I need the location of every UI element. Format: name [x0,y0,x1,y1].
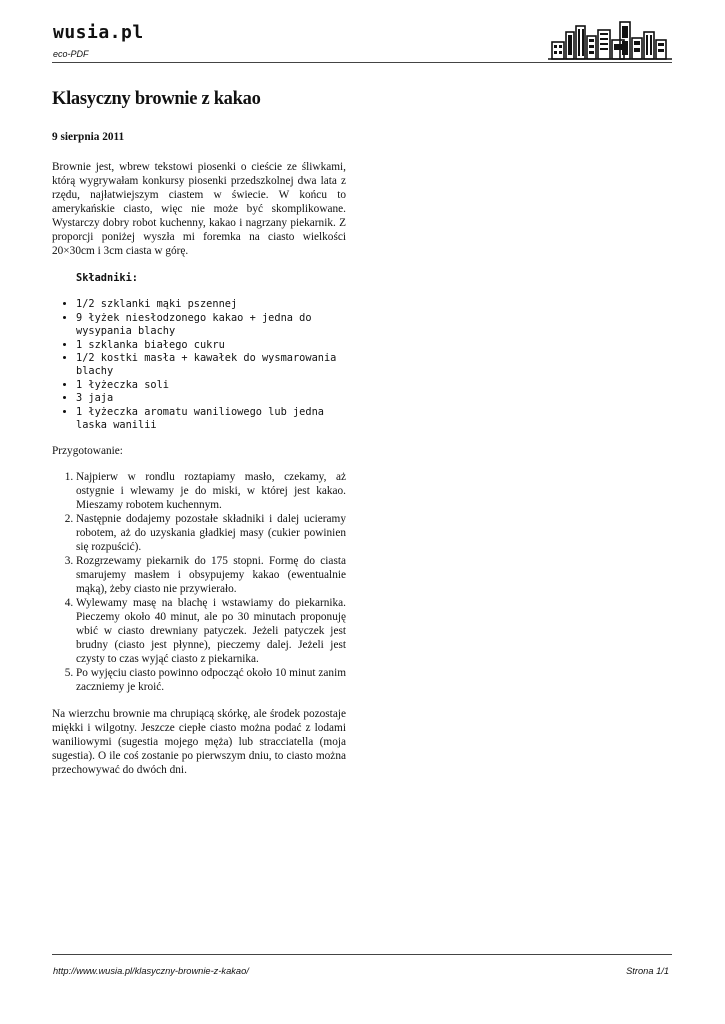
step-item: 2. Następnie dodajemy pozostałe składniki i dalej ucieramy robotem, aż do uzyskania gładkiej masy (cukier powinien się rozpuścić). [76,512,346,554]
article-title: Klasyczny brownie z kakao [52,89,261,109]
header-divider [52,62,672,63]
preparation-steps [52,470,346,694]
site-subtitle: eco-PDF [53,49,89,59]
step-item: 5. Po wyjęciu ciasto powinno odpocząć około 10 minut zanim zaczniemy je kroić. [76,666,346,694]
footer-divider [52,954,672,955]
step-item: 4. Wylewamy masę na blachę i wstawiamy do piekarnika. Pieczemy około 40 minut, ale po 30 minutach proponuję wbić w ciasto drewniany patyczek. Jeżeli patyczek jest brudny (ciasto jest płynne), pieczemy dalej. Jeżeli jest czysty to czas wyjąć ciasto z piekarnika. [76,596,346,666]
ingredient-item: • 1 łyżeczka aromatu waniliowego lub jedna laska wanilii [76,406,346,433]
step-item: 1. Najpierw w rondlu roztapiamy masło, czekamy, aż ostygnie i wlewamy je do miski, w której jest kakao. Mieszamy robotem kuchennym. [76,470,346,512]
article-outro: Na wierzchu brownie ma chrupiącą skórkę, ale środek pozostaje miękki i wilgotny. Jeszcze ciepłe ciasto można podać z lodami waniliowymi (sugestia mojego męża) lub stracciatella (moja sugestia). O ile coś zostanie po pierwszym dniu, to ciasto można przechowywać do dwóch dni. [52,708,346,777]
ingredient-item: • 1/2 kostki masła + kawałek do wysmarowania blachy [76,352,346,379]
ingredient-item: • 1 szklanka białego cukru [76,339,346,352]
footer-url[interactable]: http://www.wusia.pl/klasyczny-brownie-z-kakao/ [53,966,249,976]
article-intro: Brownie jest, wbrew tekstowi piosenki o cieście ze śliwkami, którą wygrywałam konkursy piosenki przedszkolnej dwa lata z rzędu, najłatwiejszym ciastem w świecie. W końcu to amerykańskie ciasto, więc nie może być skomplikowane. Wystarczy dobry robot kuchenny, kakao i nagrzany piekarnik. Z proporcji poniżej wyszła mi foremka na ciasto wielkości 20×30cm i 3cm ciasta w górę. [52,161,346,257]
ingredient-item: • 1/2 szklanki mąki pszennej [76,298,346,311]
article-date: 9 sierpnia 2011 [52,131,125,143]
ingredient-item: • 9 łyżek niesłodzonego kakao + jedna do wysypania blachy [76,312,346,339]
ingredients-heading: Składniki: [76,272,138,284]
ingredient-item: • 3 jaja [76,392,346,405]
article [52,88,346,777]
ingredients-list [52,298,346,432]
step-item: 3. Rozgrzewamy piekarnik do 175 stopni. Formę do ciasta smarujemy masłem i obsypujemy kakao (ewentualnie mąką), żeby ciasto nie przywierało. [76,554,346,596]
city-skyline-kitchen-icon [548,18,672,60]
preparation-heading: Przygotowanie: [52,445,123,458]
page-number: Strona 1/1 [626,966,669,976]
ingredient-item: • 1 łyżeczka soli [76,379,346,392]
site-brand: wusia.pl [53,22,144,43]
